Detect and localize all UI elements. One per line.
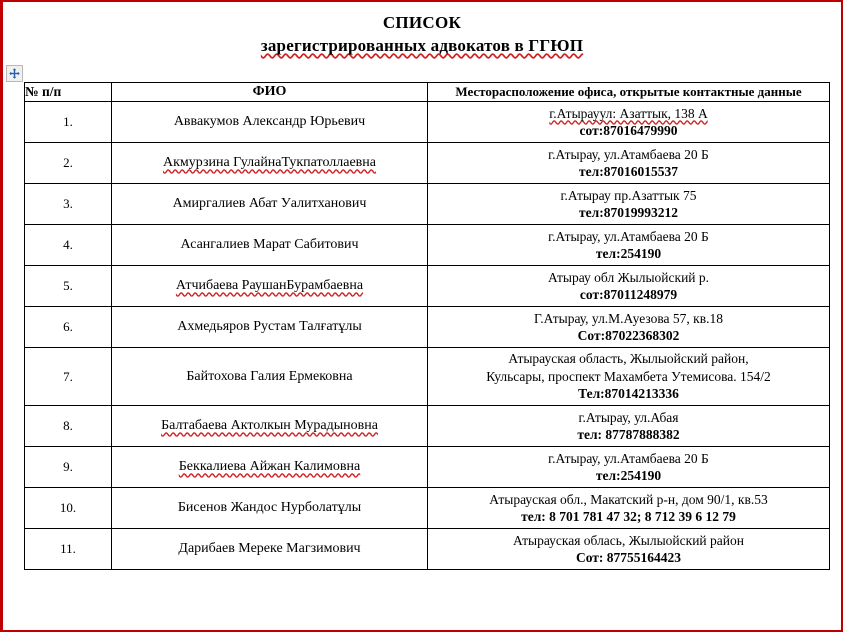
office-address xyxy=(428,102,830,143)
lawyer-name-text: Бисенов Жандос Нурболатұлы xyxy=(177,500,362,516)
office-address xyxy=(428,184,830,225)
address-line: г.Атырау, ул.Атамбаева 20 Б xyxy=(548,146,709,162)
contact-phone: тел:87016015537 xyxy=(579,164,678,180)
lawyer-name-text: Дарибаев Мереке Магзимович xyxy=(178,541,361,557)
address-line: г.Атырауул: Азаттык, 138 А xyxy=(549,105,708,121)
contact-phone: Тел:87014213336 xyxy=(578,386,679,402)
address-line: Атырауская обл., Макатский р-н, дом 90/1, кв.53 xyxy=(489,491,768,507)
contact-phone: Сот:87022368302 xyxy=(577,328,680,344)
contact-phone: сот:87016479990 xyxy=(579,123,678,139)
row-number: 7. xyxy=(25,348,112,406)
row-number: 5. xyxy=(25,266,112,307)
lawyer-name-text: Асангалиев Марат Сабитович xyxy=(180,237,359,253)
column-header-number xyxy=(25,83,112,102)
lawyer-name xyxy=(112,307,428,348)
title-line-2-wrap xyxy=(3,35,841,58)
table-row xyxy=(25,266,830,307)
row-number: 9. xyxy=(25,447,112,488)
lawyer-name-text: Акмурзина ГулайнаТукпатоллаевна xyxy=(163,155,376,171)
lawyer-name xyxy=(112,143,428,184)
lawyer-name-text: Амиргалиев Абат Уалитханович xyxy=(172,196,367,212)
lawyer-name-text: Байтохова Галия Ермековна xyxy=(186,368,353,384)
office-address xyxy=(428,488,830,529)
row-number: 1. xyxy=(25,102,112,143)
contact-phone: тел:87019993212 xyxy=(579,205,678,221)
office-address xyxy=(428,307,830,348)
lawyer-name xyxy=(112,102,428,143)
contact-phone: тел:254190 xyxy=(595,468,662,484)
lawyer-name-text: Ахмедьяров Рустам Талғатұлы xyxy=(177,319,362,335)
contact-phone: тел: 8 701 781 47 32; 8 712 39 6 12 79 xyxy=(521,509,736,525)
title-line-2: зарегистрированных адвокатов в ГГЮП xyxy=(260,35,584,55)
row-number: 11. xyxy=(25,529,112,570)
lawyer-name xyxy=(112,447,428,488)
row-number: 10. xyxy=(25,488,112,529)
lawyer-name-text: Беккалиева Айжан Калимовна xyxy=(178,459,361,475)
lawyer-name xyxy=(112,488,428,529)
row-number: 2. xyxy=(25,143,112,184)
table-row xyxy=(25,184,830,225)
address-line: г.Атырау, ул.Атамбаева 20 Б xyxy=(548,450,709,466)
lawyer-name-text: Аввакумов Александр Юрьевич xyxy=(173,114,366,130)
address-line: г.Атырау, ул.Атамбаева 20 Б xyxy=(548,228,709,244)
table-row xyxy=(25,102,830,143)
registered-lawyers-table xyxy=(24,82,830,570)
contact-phone: тел: 87787888382 xyxy=(577,427,680,443)
contact-phone: сот:87011248979 xyxy=(579,287,678,303)
address-line: Атырауская облась, Жылыойский район xyxy=(513,532,744,548)
lawyer-name xyxy=(112,406,428,447)
table-move-handle[interactable] xyxy=(6,65,23,82)
column-header-address: Месторасположение офиса, открытые контактные данные xyxy=(428,83,830,102)
lawyer-name-text: Балтабаева Актолкын Мурадыновна xyxy=(161,418,378,434)
column-header-number-label: № п/п xyxy=(25,84,62,100)
address-line: Г.Атырау, ул.М.Ауезова 57, кв.18 xyxy=(534,310,723,326)
contact-phone: Сот: 87755164423 xyxy=(575,550,682,566)
office-address xyxy=(428,447,830,488)
address-line: г.Атырау, ул.Абая xyxy=(578,409,679,425)
table-body xyxy=(25,102,830,570)
address-line: Кульсары, проспект Махамбета Утемисова. 154/2 xyxy=(486,368,771,384)
table-row xyxy=(25,488,830,529)
table-row xyxy=(25,447,830,488)
lawyer-name xyxy=(112,348,428,406)
lawyer-name xyxy=(112,184,428,225)
office-address xyxy=(428,143,830,184)
lawyer-name xyxy=(112,225,428,266)
row-number: 4. xyxy=(25,225,112,266)
table-row xyxy=(25,348,830,406)
office-address xyxy=(428,348,830,406)
title-line-1: СПИСОК xyxy=(382,13,462,32)
row-number: 8. xyxy=(25,406,112,447)
lawyer-name xyxy=(112,529,428,570)
table-row xyxy=(25,225,830,266)
column-header-fio: ФИО xyxy=(112,83,428,102)
table-row xyxy=(25,529,830,570)
row-number: 3. xyxy=(25,184,112,225)
office-address xyxy=(428,406,830,447)
lawyer-name xyxy=(112,266,428,307)
table-row xyxy=(25,143,830,184)
address-line: Атырау обл Жылыойский р. xyxy=(547,269,710,285)
office-address xyxy=(428,225,830,266)
address-line: г.Атырау пр.Азаттык 75 xyxy=(560,187,697,203)
office-address xyxy=(428,529,830,570)
contact-phone: тел:254190 xyxy=(595,246,662,262)
table-row xyxy=(25,307,830,348)
table-header-row xyxy=(25,83,830,102)
address-line: Атырауская область, Жылыойский район, xyxy=(508,351,749,367)
document-title xyxy=(3,2,841,58)
lawyer-name-text: Атчибаева РаушанБурамбаевна xyxy=(175,278,364,294)
table-row xyxy=(25,406,830,447)
office-address xyxy=(428,266,830,307)
row-number: 6. xyxy=(25,307,112,348)
move-cross-icon xyxy=(9,68,20,79)
